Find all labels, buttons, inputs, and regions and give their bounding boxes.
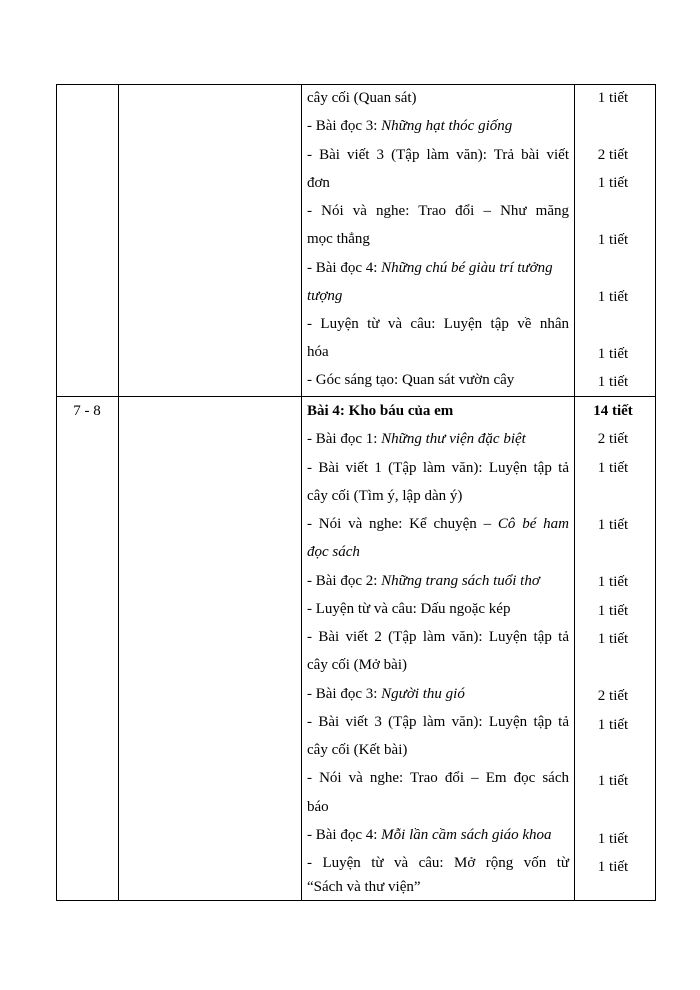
period-cell: 1 tiết <box>597 574 629 590</box>
column-divider-1 <box>118 84 119 901</box>
period-cell: 1 tiết <box>597 460 629 476</box>
content-line: - Luyện từ và câu: Mở rộng vốn từ <box>307 855 569 871</box>
period-cell: 1 tiết <box>597 773 629 789</box>
content-line: - Luyện từ và câu: Dấu ngoặc kép <box>307 601 511 617</box>
week-cell: 7 - 8 <box>73 403 101 419</box>
period-cell: 1 tiết <box>597 831 629 847</box>
period-cell: 1 tiết <box>597 717 629 733</box>
content-line: cây cối (Quan sát) <box>307 90 417 106</box>
reading-title: Những thư viện đặc biệt <box>381 431 526 447</box>
content-line: - Bài viết 1 (Tập làm văn): Luyện tập tả <box>307 460 569 476</box>
content-line: đơn <box>307 175 330 191</box>
lesson-title: Bài 4: Kho báu của em <box>307 403 454 419</box>
content-line: hóa <box>307 344 329 360</box>
period-cell: 1 tiết <box>597 517 629 533</box>
period-cell: 1 tiết <box>597 859 629 875</box>
content-line: mọc thẳng <box>307 231 370 247</box>
lesson-total-periods: 14 tiết <box>593 403 633 419</box>
period-cell: 2 tiết <box>597 147 629 163</box>
content-line: - Bài đọc 1: Những thư viện đặc biệt <box>307 431 526 447</box>
content-line: - Bài viết 3 (Tập làm văn): Trả bài viết <box>307 147 569 163</box>
period-cell: 1 tiết <box>597 175 629 191</box>
reading-title: Những hạt thóc giống <box>381 118 513 134</box>
period-cell: 1 tiết <box>597 603 629 619</box>
content-line: - Bài đọc 2: Những trang sách tuổi thơ <box>307 573 540 589</box>
reading-title: Mỗi lần cầm sách giáo khoa <box>381 827 552 843</box>
table-left-border <box>56 84 57 901</box>
period-cell: 1 tiết <box>597 346 629 362</box>
period-cell: 2 tiết <box>597 688 629 704</box>
period-cell: 1 tiết <box>597 374 629 390</box>
content-line: cây cối (Kết bài) <box>307 742 408 758</box>
reading-title: Những trang sách tuổi thơ <box>381 573 540 589</box>
period-cell: 1 tiết <box>597 90 629 106</box>
content-line: báo <box>307 799 329 815</box>
content-line: - Nói và nghe: Kể chuyện – Cô bé ham <box>307 516 569 532</box>
table-top-border <box>56 84 656 85</box>
reading-title: Người thu gió <box>381 686 465 702</box>
content-line: - Luyện từ và câu: Luyện tập về nhân <box>307 316 569 332</box>
content-line: - Bài viết 3 (Tập làm văn): Luyện tập tả <box>307 714 569 730</box>
reading-title: Những chú bé giàu trí tưởng <box>381 260 553 276</box>
content-line: đọc sách <box>307 544 360 560</box>
content-line: - Bài viết 2 (Tập làm văn): Luyện tập tả <box>307 629 569 645</box>
period-cell: 1 tiết <box>597 289 629 305</box>
table-bottom-border <box>56 900 656 901</box>
period-cell: 1 tiết <box>597 631 629 647</box>
content-line: - Góc sáng tạo: Quan sát vườn cây <box>307 372 515 388</box>
content-line: - Bài đọc 3: Người thu gió <box>307 686 465 702</box>
table-right-border <box>655 84 656 901</box>
content-line: - Nói và nghe: Trao đổi – Như măng <box>307 203 569 219</box>
column-divider-2 <box>301 84 302 901</box>
content-line: - Bài đọc 4: Những chú bé giàu trí tưởng <box>307 260 553 276</box>
content-line: - Bài đọc 3: Những hạt thóc giống <box>307 118 513 134</box>
period-cell: 1 tiết <box>597 232 629 248</box>
row-divider <box>56 396 656 397</box>
content-line: cây cối (Tìm ý, lập dàn ý) <box>307 488 463 504</box>
story-title: Cô bé ham <box>497 516 569 532</box>
content-line: - Bài đọc 4: Mỗi lần cầm sách giáo khoa <box>307 827 552 843</box>
content-line: tượng <box>307 288 343 304</box>
period-cell: 2 tiết <box>597 431 629 447</box>
content-line: cây cối (Mở bài) <box>307 657 407 673</box>
content-line: - Nói và nghe: Trao đổi – Em đọc sách <box>307 770 569 786</box>
content-line: “Sách và thư viện” <box>307 879 421 895</box>
